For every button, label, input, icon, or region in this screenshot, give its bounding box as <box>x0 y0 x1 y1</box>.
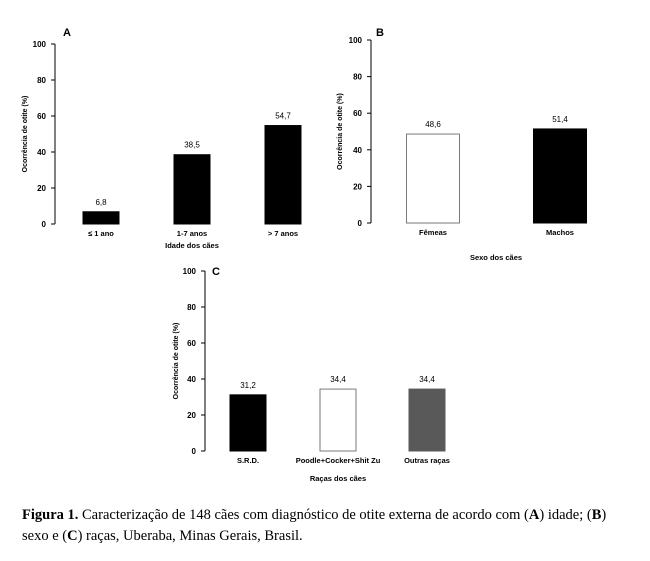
panel-letter: A <box>63 27 71 39</box>
y-tick-label: 80 <box>353 72 362 82</box>
panel-letter: B <box>376 27 384 39</box>
bar-value-label: 34,4 <box>419 375 435 385</box>
bar <box>174 155 210 224</box>
y-tick-label: 0 <box>191 447 196 456</box>
x-axis-title: Sexo dos cães <box>469 253 523 262</box>
x-tick-label: Outras raças <box>404 456 450 465</box>
caption-label: Figura 1. <box>22 507 79 523</box>
bar <box>83 212 119 224</box>
chart-panel-a <box>22 27 301 250</box>
figure-caption <box>22 505 634 547</box>
caption-key-c: C <box>67 528 78 544</box>
panel-letter: C <box>212 266 220 278</box>
y-tick-label: 0 <box>357 219 362 228</box>
bar-value-label: 6,8 <box>95 197 107 207</box>
caption-text-1: Caracterização de 148 cães com diagnóstico de otite externa de acordo com ( <box>78 507 529 523</box>
bar-value-label: 38,5 <box>184 140 200 150</box>
y-tick-label: 20 <box>37 184 46 193</box>
y-tick-label: 100 <box>348 36 362 45</box>
bar <box>320 389 356 451</box>
y-axis-title: Ocorrência de otite (%) <box>337 93 344 170</box>
x-tick-label: > 7 anos <box>267 229 299 238</box>
y-tick-label: 0 <box>41 220 46 229</box>
caption-text-2: ) idade; ( <box>539 507 592 523</box>
bar <box>407 134 460 223</box>
bar <box>230 395 266 451</box>
caption-text-4: ) raças, Uberaba, Minas Gerais, Brasil. <box>77 528 303 544</box>
x-tick-label: ≤ 1 ano <box>88 229 114 238</box>
x-axis-title: Raças dos cães <box>309 474 367 483</box>
bar-value-label: 31,2 <box>240 380 256 390</box>
y-tick-label: 40 <box>187 375 196 384</box>
y-tick-label: 20 <box>187 411 196 420</box>
y-tick-label: 60 <box>353 109 362 119</box>
x-tick-label: Poodle+Cocker+Shit Zu <box>295 456 381 465</box>
y-axis-title: Ocorrência de otite (%) <box>22 95 29 173</box>
y-tick-label: 80 <box>37 76 46 85</box>
y-axis-title: Ocorrência de otite (%) <box>173 322 180 400</box>
x-tick-label: Machos <box>546 228 574 237</box>
y-tick-label: 100 <box>32 40 46 49</box>
caption-text-3: ) sexo e ( <box>22 507 607 544</box>
y-tick-label: 60 <box>37 112 46 121</box>
y-tick-label: 40 <box>353 145 362 155</box>
bar <box>265 126 301 224</box>
bar-value-label: 48,6 <box>425 120 441 130</box>
x-axis-title: Idade dos cães <box>165 241 219 250</box>
bar-value-label: 51,4 <box>552 114 568 124</box>
x-tick-label: Fêmeas <box>419 228 447 237</box>
y-tick-label: 80 <box>187 303 196 312</box>
y-tick-label: 60 <box>187 339 196 348</box>
caption-key-b: B <box>591 507 602 523</box>
y-tick-label: 100 <box>182 267 196 276</box>
y-tick-label: 40 <box>37 148 46 157</box>
x-tick-label: 1-7 anos <box>176 229 208 238</box>
y-tick-label: 20 <box>353 182 362 192</box>
bar <box>534 129 587 223</box>
chart-panel-b <box>337 27 587 262</box>
bar-value-label: 54,7 <box>275 111 291 121</box>
caption-key-a: A <box>528 507 540 523</box>
x-tick-label: S.R.D. <box>236 456 260 465</box>
bar-value-label: 34,4 <box>330 375 346 385</box>
chart-panel-c <box>173 266 450 483</box>
bar <box>409 389 445 451</box>
